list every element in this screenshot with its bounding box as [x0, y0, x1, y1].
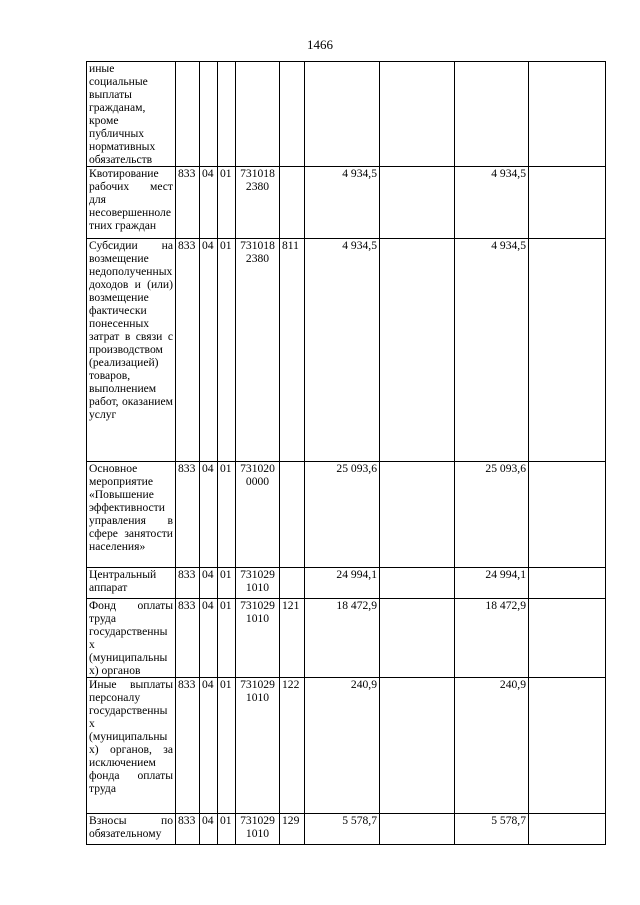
- amount-1: 25 093,6: [305, 462, 380, 568]
- expense-type-code: 122: [280, 678, 305, 814]
- amount-2: [380, 239, 455, 462]
- subsection-code: 01: [218, 239, 236, 462]
- amount-4: [529, 462, 606, 568]
- amount-4: [529, 167, 606, 239]
- grbs-code: 833: [176, 814, 200, 845]
- subsection-code: 01: [218, 568, 236, 599]
- target-article-code: 731020 0000: [236, 462, 280, 568]
- grbs-code: 833: [176, 678, 200, 814]
- expense-type-code: [280, 462, 305, 568]
- amount-2: [380, 678, 455, 814]
- item-name: Основное мероприятие «Повышение эффективности управления в сфере занятости населения»: [87, 462, 176, 568]
- target-article-code: 731029 1010: [236, 678, 280, 814]
- table-row: [87, 814, 606, 845]
- table-row: [87, 167, 606, 239]
- amount-2: [380, 462, 455, 568]
- amount-3: 5 578,7: [455, 814, 529, 845]
- item-name: Квотирование рабочих мест для несовершеннолетних граждан: [87, 167, 176, 239]
- page-number: 1466: [307, 37, 333, 52]
- table-row: [87, 678, 606, 814]
- expense-type-code: [280, 167, 305, 239]
- amount-1: 4 934,5: [305, 239, 380, 462]
- target-article-code: 731029 1010: [236, 568, 280, 599]
- amount-2: [380, 568, 455, 599]
- target-article-code: 731018 2380: [236, 239, 280, 462]
- expense-type-code: 811: [280, 239, 305, 462]
- subsection-code: 01: [218, 814, 236, 845]
- amount-2: [380, 814, 455, 845]
- grbs-code: 833: [176, 599, 200, 678]
- amount-3: 25 093,6: [455, 462, 529, 568]
- target-article-code: [236, 62, 280, 167]
- amount-3: 240,9: [455, 678, 529, 814]
- grbs-code: [176, 62, 200, 167]
- amount-1: 18 472,9: [305, 599, 380, 678]
- target-article-code: 731029 1010: [236, 599, 280, 678]
- amount-4: [529, 568, 606, 599]
- amount-3: 4 934,5: [455, 239, 529, 462]
- section-code: 04: [200, 814, 218, 845]
- item-name: иные социальные выплаты гражданам, кроме публичных нормативных обязательств: [87, 62, 176, 167]
- amount-1: 240,9: [305, 678, 380, 814]
- section-code: 04: [200, 462, 218, 568]
- amount-3: 18 472,9: [455, 599, 529, 678]
- amount-1: [305, 62, 380, 167]
- grbs-code: 833: [176, 568, 200, 599]
- subsection-code: 01: [218, 599, 236, 678]
- amount-1: 24 994,1: [305, 568, 380, 599]
- amount-4: [529, 678, 606, 814]
- expense-type-code: [280, 568, 305, 599]
- amount-4: [529, 62, 606, 167]
- expense-type-code: 121: [280, 599, 305, 678]
- amount-4: [529, 239, 606, 462]
- section-code: 04: [200, 599, 218, 678]
- target-article-code: 731029 1010: [236, 814, 280, 845]
- item-name: Иные выплаты персоналу государственных (муниципальных) органов, за исключением фонда оплаты труда: [87, 678, 176, 814]
- section-code: [200, 62, 218, 167]
- section-code: 04: [200, 239, 218, 462]
- expense-type-code: [280, 62, 305, 167]
- subsection-code: [218, 62, 236, 167]
- target-article-code: 731018 2380: [236, 167, 280, 239]
- section-code: 04: [200, 167, 218, 239]
- amount-3: 4 934,5: [455, 167, 529, 239]
- grbs-code: 833: [176, 462, 200, 568]
- table-row: [87, 568, 606, 599]
- amount-2: [380, 62, 455, 167]
- grbs-code: 833: [176, 167, 200, 239]
- subsection-code: 01: [218, 167, 236, 239]
- subsection-code: 01: [218, 462, 236, 568]
- table-row: [87, 62, 606, 167]
- amount-3: 24 994,1: [455, 568, 529, 599]
- amount-4: [529, 814, 606, 845]
- amount-1: 4 934,5: [305, 167, 380, 239]
- amount-2: [380, 167, 455, 239]
- item-name: Центральный аппарат: [87, 568, 176, 599]
- table-row: [87, 599, 606, 678]
- amount-1: 5 578,7: [305, 814, 380, 845]
- amount-3: [455, 62, 529, 167]
- amount-2: [380, 599, 455, 678]
- item-name: Субсидии на возмещение недополученных доходов и (или) возмещение фактически понесенных затрат в связи с производством (реализацией) товаров, выполнением работ, оказанием услуг: [87, 239, 176, 462]
- section-code: 04: [200, 568, 218, 599]
- expense-type-code: 129: [280, 814, 305, 845]
- budget-table: [86, 61, 606, 845]
- item-name: Взносы по обязательному: [87, 814, 176, 845]
- section-code: 04: [200, 678, 218, 814]
- amount-4: [529, 599, 606, 678]
- item-name: Фонд оплаты труда государственных (муниципальных) органов: [87, 599, 176, 678]
- subsection-code: 01: [218, 678, 236, 814]
- table-row: [87, 462, 606, 568]
- grbs-code: 833: [176, 239, 200, 462]
- table-row: [87, 239, 606, 462]
